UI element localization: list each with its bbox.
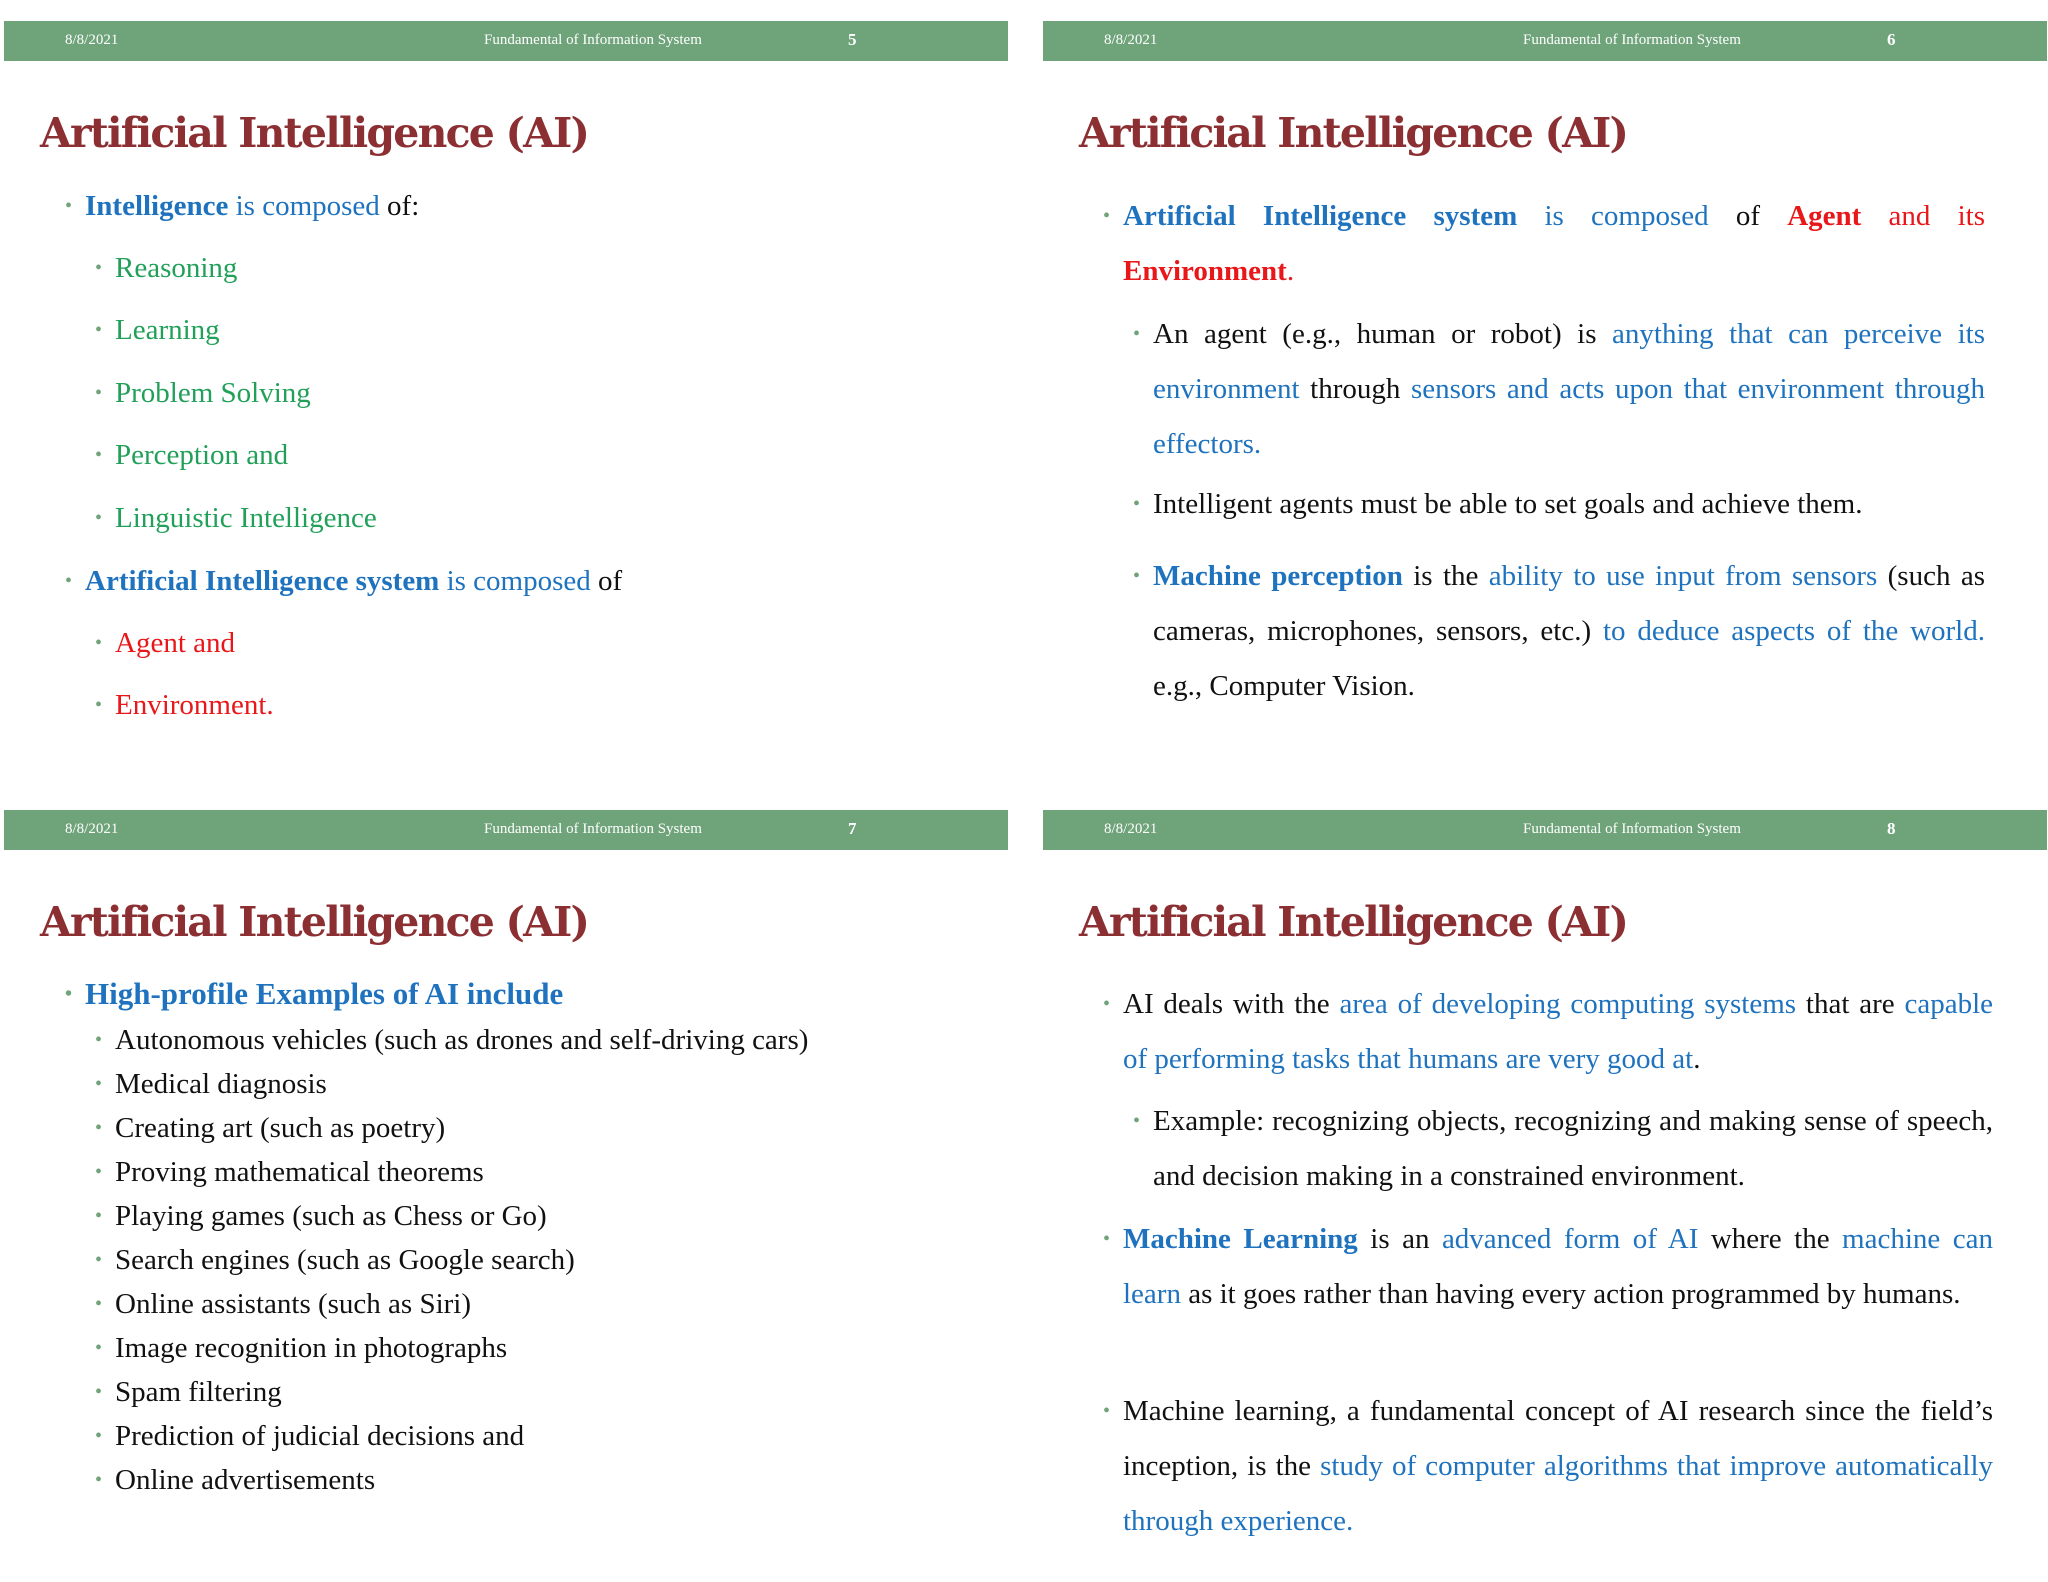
slide-header-bar [4, 810, 1008, 850]
list-item: • Medical diagnosis [115, 1067, 327, 1101]
footer-title: Fundamental of Information System [484, 821, 702, 837]
bullet-example [1153, 1094, 1993, 1204]
bullet-text: anything that can perceive its environment [1153, 318, 1985, 405]
bullet-text: is an [1357, 1223, 1442, 1255]
slide-number: 8 [1887, 819, 1896, 838]
footer-title: Fundamental of Information System [484, 32, 702, 48]
bullet-heading: • High-profile Examples of AI include [85, 977, 563, 1011]
bullet-text: capable of performing tasks that humans are very good at [1123, 988, 1994, 1075]
bullet-text: of [1708, 200, 1788, 232]
bullet-text: e.g., Computer Vision. [1153, 670, 1415, 702]
list-item: • Image recognition in photographs [115, 1331, 507, 1365]
bullet-text: Artificial Intelligence system [1123, 200, 1518, 232]
footer-title: Fundamental of Information System [1523, 32, 1741, 48]
bullet-text: through [1299, 373, 1411, 405]
bullet-text: sensors and acts upon that environment through effectors. [1153, 373, 1985, 460]
sub-bullet: • Perception and [115, 438, 288, 472]
bullet-text: as it goes rather than having every action programmed by humans. [1180, 1278, 1961, 1310]
bullet-text: and its [1861, 200, 1985, 232]
bullet-text: An agent (e.g., human or robot) is [1153, 318, 1613, 350]
bullet-text: . [1693, 1043, 1701, 1075]
bullet-text: is composed [439, 565, 591, 597]
slide-date: 8/8/2021 [65, 32, 119, 48]
list-item: • Creating art (such as poetry) [115, 1111, 445, 1145]
slide-header-bar [1043, 21, 2047, 61]
footer-title: Fundamental of Information System [1523, 821, 1741, 837]
bullet-text: . [1286, 255, 1295, 287]
bullet-text: ability to use input from sensors [1488, 560, 1878, 592]
bullet-machine-learning [1123, 1212, 1993, 1322]
bullet-text: Example: recognizing objects, recognizing and making sense of speech, and decision making in a constrained environment. [1153, 1105, 1993, 1192]
sub-bullet: • Environment. [115, 688, 274, 722]
list-item: • Online advertisements [115, 1463, 375, 1497]
bullet-text: area of developing computing systems [1339, 988, 1797, 1020]
slide-date: 8/8/2021 [1104, 32, 1158, 48]
bullet-text: of: [379, 190, 420, 222]
slide-header-bar [1043, 810, 2047, 850]
slide-number: 5 [848, 30, 857, 49]
slide-title: Artificial Intelligence (AI) [1079, 109, 1628, 157]
bullet-ai-deals [1123, 977, 1993, 1087]
bullet-text: where the [1698, 1223, 1843, 1255]
sub-bullet: • Reasoning [115, 251, 237, 285]
list-item: • Search engines (such as Google search) [115, 1243, 575, 1277]
slide-date: 8/8/2021 [1104, 821, 1158, 837]
bullet-text: Machine perception [1153, 560, 1403, 592]
slide-number: 7 [848, 819, 857, 838]
sub-bullet: • Linguistic Intelligence [115, 501, 377, 535]
bullet-text: Intelligent agents must be able to set goals and achieve them. [1153, 488, 1863, 520]
bullet-ml-concept [1123, 1384, 1993, 1549]
slide-8 [1043, 810, 2047, 1570]
bullet-text: Environment [1123, 255, 1287, 287]
bullet-text: machine can learn [1123, 1223, 1993, 1310]
list-item: • Autonomous vehicles (such as drones and self-driving cars) [115, 1023, 808, 1057]
bullet-text: that are [1796, 988, 1905, 1020]
bullet-text: study of computer algorithms that improve automatically through experience. [1123, 1450, 1994, 1537]
bullet-intelligence [85, 189, 419, 223]
bullet-text: of [590, 565, 623, 597]
slide-title: Artificial Intelligence (AI) [1079, 898, 1628, 946]
bullet-text: is composed [1517, 200, 1709, 232]
bullet-text: Intelligence [85, 190, 229, 222]
slide-header-bar [4, 21, 1008, 61]
bullet-agent-environment [1123, 189, 1985, 299]
bullet-text: Machine learning, a fundamental concept of AI research since the field’s inception, is the [1123, 1395, 1993, 1482]
bullet-intelligent-agents [1153, 487, 1862, 521]
bullet-text: is the [1402, 560, 1489, 592]
bullet-agent-definition [1153, 307, 1985, 472]
slide-date: 8/8/2021 [65, 821, 119, 837]
bullet-text: Agent [1787, 200, 1862, 232]
bullet-text: Machine Learning [1123, 1223, 1358, 1255]
list-item: • Playing games (such as Chess or Go) [115, 1199, 547, 1233]
bullet-text: (such as cameras, microphones, sensors, etc.) [1153, 560, 1985, 647]
bullet-text: to deduce aspects of the world. [1602, 615, 1985, 647]
list-item: • Prediction of judicial decisions and [115, 1419, 524, 1453]
bullet-text: advanced form of AI [1441, 1223, 1699, 1255]
sub-bullet: • Problem Solving [115, 376, 311, 410]
slide-7 [4, 810, 1008, 1570]
bullet-ai-system [85, 564, 622, 598]
slide-6 [1043, 21, 2047, 781]
list-item: • Spam filtering [115, 1375, 282, 1409]
list-item: • Online assistants (such as Siri) [115, 1287, 471, 1321]
bullet-text: is composed [228, 190, 380, 222]
sub-bullet: • Agent and [115, 626, 235, 660]
bullet-text: Artificial Intelligence system [85, 565, 440, 597]
slide-5 [4, 21, 1008, 781]
bullet-machine-perception [1153, 549, 1985, 714]
list-item: • Proving mathematical theorems [115, 1155, 484, 1189]
slide-title: Artificial Intelligence (AI) [40, 898, 589, 946]
slide-number: 6 [1887, 30, 1896, 49]
slide-title: Artificial Intelligence (AI) [40, 109, 589, 157]
sub-bullet: • Learning [115, 313, 220, 347]
bullet-text: AI deals with the [1123, 988, 1340, 1020]
